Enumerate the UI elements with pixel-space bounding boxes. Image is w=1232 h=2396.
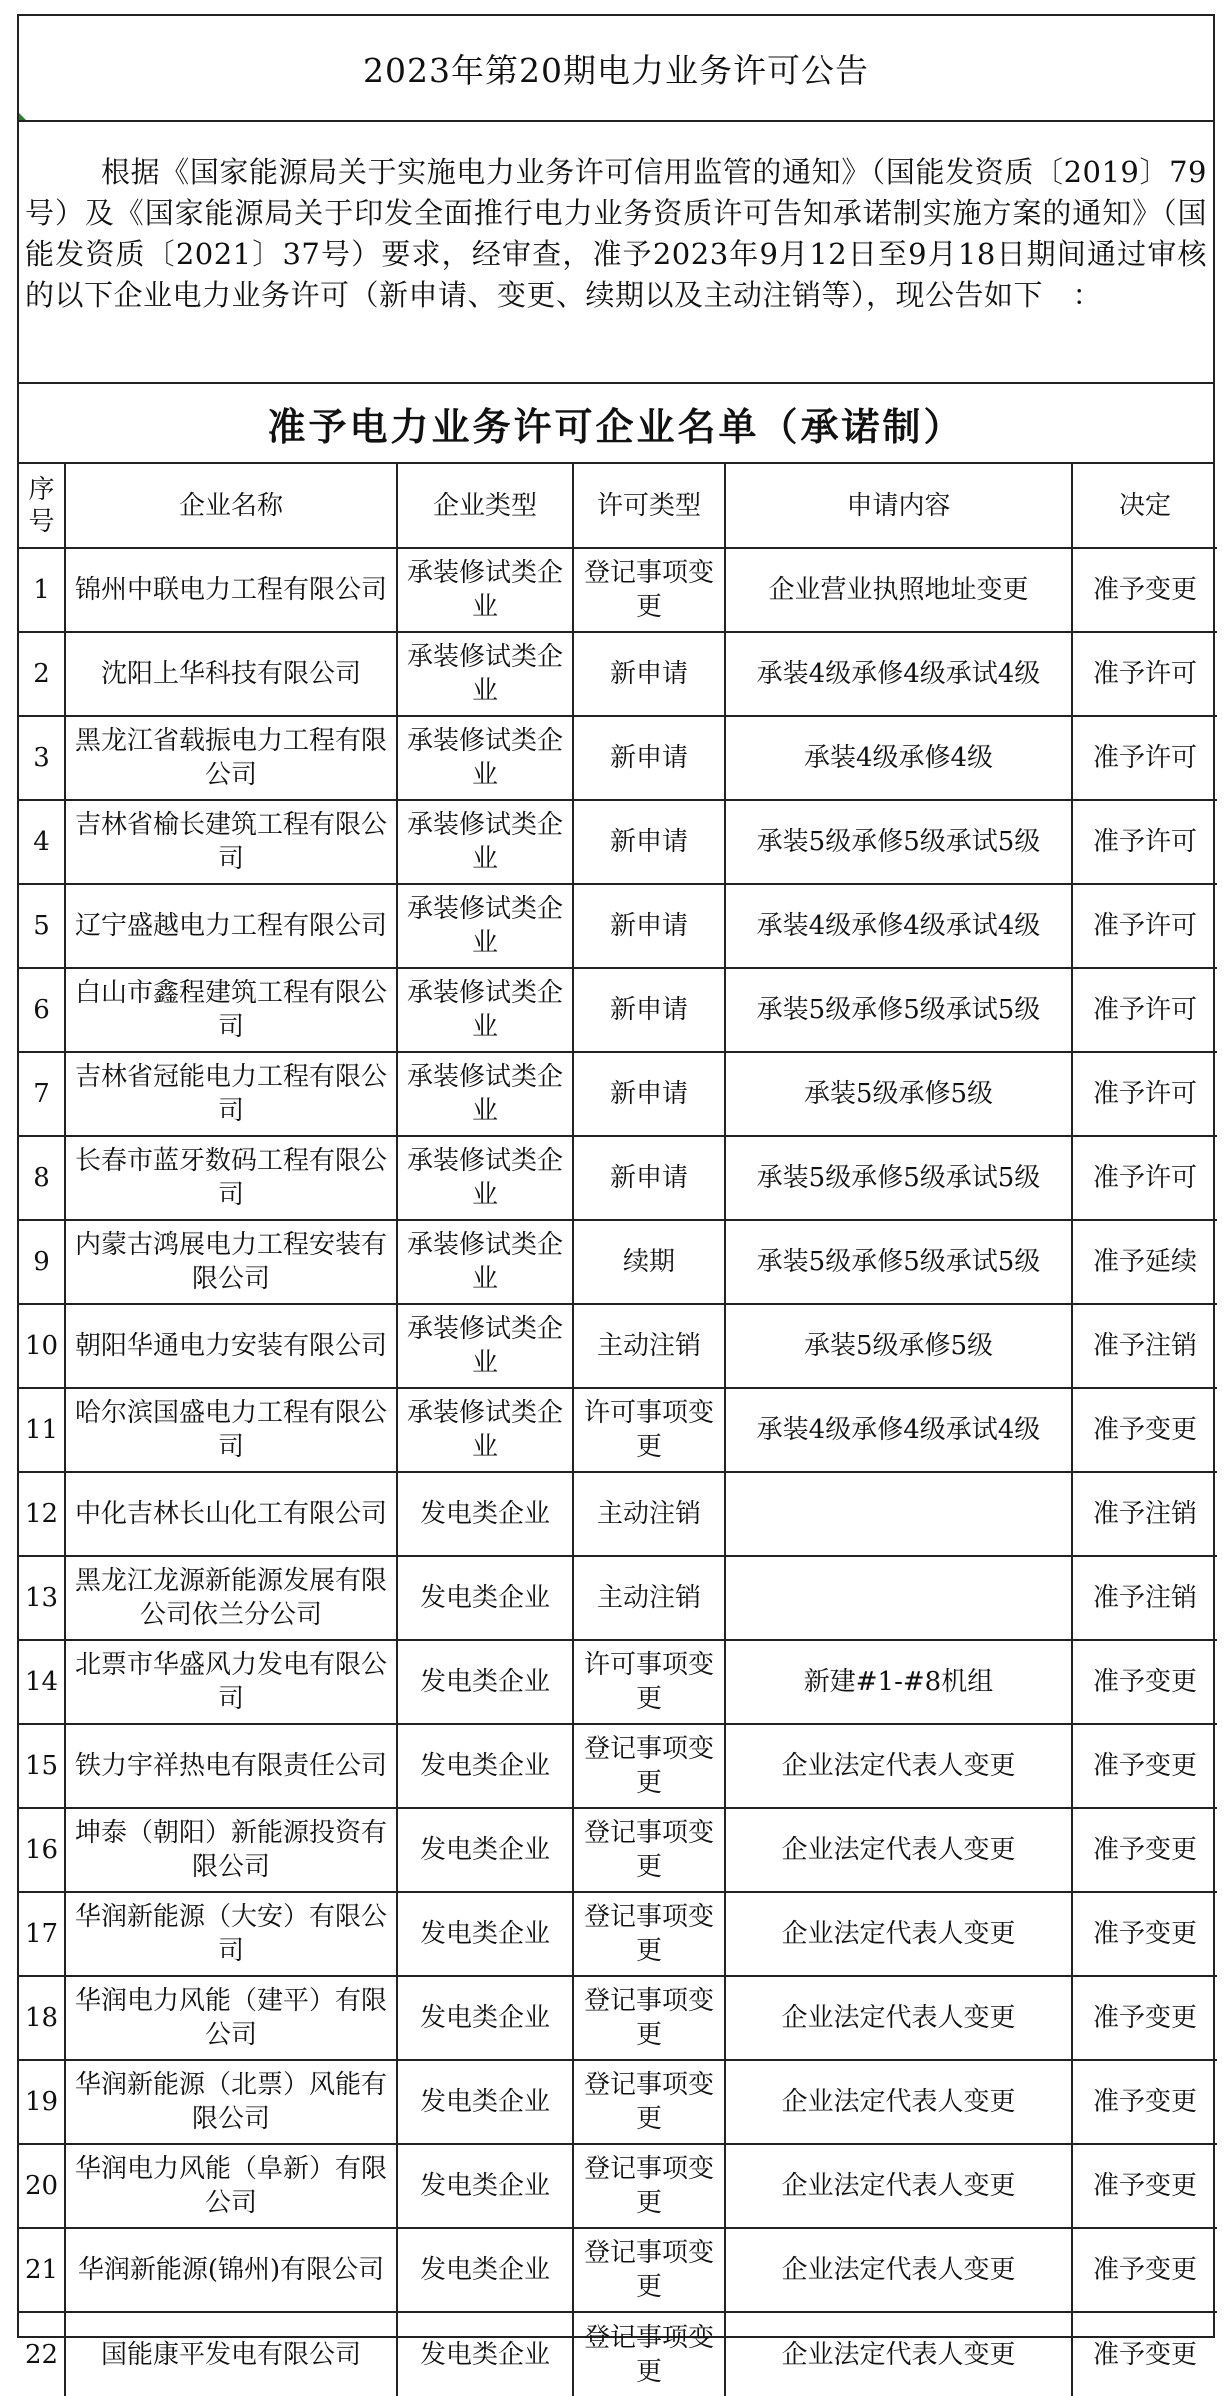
- cell-application-content: 承装5级承修5级承试5级: [725, 800, 1072, 884]
- cell-license-type: 许可事项变更: [573, 1640, 725, 1724]
- cell-corner-marker: [19, 113, 26, 120]
- cell-decision: 准予延续: [1072, 1220, 1217, 1304]
- cell-seq: 19: [19, 2060, 65, 2144]
- cell-application-content: [725, 1556, 1072, 1640]
- cell-license-type: 登记事项变更: [573, 1808, 725, 1892]
- cell-company-name: 哈尔滨国盛电力工程有限公司: [65, 1388, 397, 1472]
- cell-company-type: 发电类企业: [397, 1892, 573, 1976]
- cell-seq: 7: [19, 1052, 65, 1136]
- cell-decision: 准予注销: [1072, 1472, 1217, 1556]
- cell-license-type: 主动注销: [573, 1472, 725, 1556]
- header-name: 企业名称: [65, 464, 397, 548]
- cell-license-type: 许可事项变更: [573, 1388, 725, 1472]
- table-row: [19, 1052, 1217, 1136]
- table-row: [19, 2144, 1217, 2228]
- header-seq: 序号: [19, 464, 65, 548]
- cell-license-type: 登记事项变更: [573, 1892, 725, 1976]
- cell-decision: 准予变更: [1072, 1808, 1217, 1892]
- cell-company-name: 朝阳华通电力安装有限公司: [65, 1304, 397, 1388]
- cell-company-type: 发电类企业: [397, 1472, 573, 1556]
- cell-company-name: 沈阳上华科技有限公司: [65, 632, 397, 716]
- table-row: [19, 800, 1217, 884]
- table-row: [19, 2228, 1217, 2312]
- cell-seq: 10: [19, 1304, 65, 1388]
- cell-application-content: 承装5级承修5级承试5级: [725, 968, 1072, 1052]
- notice-section: [19, 122, 1213, 384]
- table-header-row: [19, 464, 1217, 548]
- cell-company-type: 发电类企业: [397, 1976, 573, 2060]
- cell-seq: 5: [19, 884, 65, 968]
- license-table: [19, 464, 1217, 2396]
- cell-application-content: 企业法定代表人变更: [725, 1892, 1072, 1976]
- cell-application-content: [725, 1472, 1072, 1556]
- table-body: [19, 548, 1217, 2396]
- cell-company-name: 辽宁盛越电力工程有限公司: [65, 884, 397, 968]
- table-row: [19, 1808, 1217, 1892]
- cell-decision: 准予许可: [1072, 1052, 1217, 1136]
- cell-company-name: 铁力宇祥热电有限责任公司: [65, 1724, 397, 1808]
- cell-decision: 准予变更: [1072, 2228, 1217, 2312]
- license-table-wrapper: [19, 464, 1213, 2396]
- cell-company-name: 吉林省榆长建筑工程有限公司: [65, 800, 397, 884]
- table-row: [19, 2060, 1217, 2144]
- cell-application-content: 企业法定代表人变更: [725, 2144, 1072, 2228]
- cell-company-type: 承装修试类企业: [397, 1136, 573, 1220]
- document-title: 2023年第20期电力业务许可公告: [363, 50, 869, 90]
- cell-application-content: 承装5级承修5级: [725, 1304, 1072, 1388]
- cell-application-content: 新建#1-#8机组: [725, 1640, 1072, 1724]
- cell-seq: 3: [19, 716, 65, 800]
- cell-company-name: 中化吉林长山化工有限公司: [65, 1472, 397, 1556]
- cell-decision: 准予变更: [1072, 2312, 1217, 2396]
- cell-company-type: 发电类企业: [397, 2144, 573, 2228]
- cell-application-content: 承装4级承修4级: [725, 716, 1072, 800]
- header-company-type: 企业类型: [397, 464, 573, 548]
- cell-decision: 准予注销: [1072, 1556, 1217, 1640]
- table-row: [19, 1640, 1217, 1724]
- cell-company-type: 发电类企业: [397, 1556, 573, 1640]
- cell-seq: 14: [19, 1640, 65, 1724]
- table-row: [19, 1388, 1217, 1472]
- cell-seq: 1: [19, 548, 65, 632]
- cell-company-type: 发电类企业: [397, 2228, 573, 2312]
- cell-company-type: 发电类企业: [397, 2312, 573, 2396]
- notice-paragraph: 根据《国家能源局关于实施电力业务许可信用监管的通知》（国能发资质〔2019〕79号）及《国家能源局关于印发全面推行电力业务资质许可告知承诺制实施方案的通知》（国能发资质〔2021〕37号）要求，经审查，准予2023年9月12日至9月18日期间通过审核的以下企业电力业务许可（新申请、变更、续期以及主动注销等），现公告如下 ：: [25, 155, 1207, 312]
- cell-license-type: 登记事项变更: [573, 2060, 725, 2144]
- cell-company-type: 承装修试类企业: [397, 632, 573, 716]
- cell-seq: 12: [19, 1472, 65, 1556]
- cell-application-content: 承装4级承修4级承试4级: [725, 1388, 1072, 1472]
- table-row: [19, 1724, 1217, 1808]
- cell-application-content: 承装4级承修4级承试4级: [725, 884, 1072, 968]
- cell-license-type: 新申请: [573, 884, 725, 968]
- table-row: [19, 2312, 1217, 2396]
- cell-company-type: 发电类企业: [397, 1808, 573, 1892]
- cell-license-type: 新申请: [573, 800, 725, 884]
- cell-license-type: 登记事项变更: [573, 1724, 725, 1808]
- cell-decision: 准予变更: [1072, 1976, 1217, 2060]
- cell-seq: 22: [19, 2312, 65, 2396]
- cell-company-name: 吉林省冠能电力工程有限公司: [65, 1052, 397, 1136]
- cell-company-type: 承装修试类企业: [397, 1052, 573, 1136]
- cell-company-type: 承装修试类企业: [397, 884, 573, 968]
- cell-company-type: 承装修试类企业: [397, 716, 573, 800]
- cell-application-content: 承装5级承修5级承试5级: [725, 1220, 1072, 1304]
- cell-decision: 准予变更: [1072, 1640, 1217, 1724]
- cell-application-content: 企业法定代表人变更: [725, 2228, 1072, 2312]
- cell-company-name: 坤泰（朝阳）新能源投资有限公司: [65, 1808, 397, 1892]
- cell-application-content: 承装5级承修5级承试5级: [725, 1136, 1072, 1220]
- cell-seq: 2: [19, 632, 65, 716]
- cell-company-type: 承装修试类企业: [397, 1220, 573, 1304]
- cell-decision: 准予注销: [1072, 1304, 1217, 1388]
- table-row: [19, 1136, 1217, 1220]
- cell-license-type: 登记事项变更: [573, 2144, 725, 2228]
- cell-application-content: 承装5级承修5级: [725, 1052, 1072, 1136]
- cell-company-type: 承装修试类企业: [397, 1388, 573, 1472]
- cell-application-content: 企业法定代表人变更: [725, 2060, 1072, 2144]
- cell-decision: 准予变更: [1072, 2060, 1217, 2144]
- cell-license-type: 新申请: [573, 716, 725, 800]
- cell-decision: 准予许可: [1072, 632, 1217, 716]
- cell-decision: 准予许可: [1072, 800, 1217, 884]
- cell-license-type: 新申请: [573, 1136, 725, 1220]
- cell-decision: 准予变更: [1072, 1892, 1217, 1976]
- cell-license-type: 新申请: [573, 632, 725, 716]
- cell-company-type: 承装修试类企业: [397, 1304, 573, 1388]
- cell-license-type: 主动注销: [573, 1304, 725, 1388]
- cell-license-type: 新申请: [573, 1052, 725, 1136]
- cell-seq: 6: [19, 968, 65, 1052]
- cell-license-type: 主动注销: [573, 1556, 725, 1640]
- cell-company-name: 华润电力风能（建平）有限公司: [65, 1976, 397, 2060]
- table-row: [19, 1892, 1217, 1976]
- cell-company-name: 内蒙古鸿展电力工程安装有限公司: [65, 1220, 397, 1304]
- cell-decision: 准予许可: [1072, 716, 1217, 800]
- cell-seq: 11: [19, 1388, 65, 1472]
- table-row: [19, 632, 1217, 716]
- cell-company-name: 华润新能源（北票）风能有限公司: [65, 2060, 397, 2144]
- cell-company-type: 发电类企业: [397, 1640, 573, 1724]
- header-license-type: 许可类型: [573, 464, 725, 548]
- cell-application-content: 企业法定代表人变更: [725, 1808, 1072, 1892]
- cell-application-content: 企业法定代表人变更: [725, 1724, 1072, 1808]
- cell-company-type: 发电类企业: [397, 2060, 573, 2144]
- table-row: [19, 1220, 1217, 1304]
- cell-company-name: 华润新能源(锦州)有限公司: [65, 2228, 397, 2312]
- table-row: [19, 548, 1217, 632]
- cell-license-type: 新申请: [573, 968, 725, 1052]
- title-section: [19, 16, 1213, 122]
- cell-license-type: 登记事项变更: [573, 1976, 725, 2060]
- cell-application-content: 承装4级承修4级承试4级: [725, 632, 1072, 716]
- cell-decision: 准予变更: [1072, 2144, 1217, 2228]
- header-content: 申请内容: [725, 464, 1072, 548]
- table-row: [19, 1304, 1217, 1388]
- table-row: [19, 716, 1217, 800]
- cell-seq: 13: [19, 1556, 65, 1640]
- cell-decision: 准予许可: [1072, 968, 1217, 1052]
- list-title-section: [19, 384, 1213, 464]
- cell-decision: 准予变更: [1072, 1724, 1217, 1808]
- cell-decision: 准予许可: [1072, 884, 1217, 968]
- cell-company-name: 锦州中联电力工程有限公司: [65, 548, 397, 632]
- cell-seq: 20: [19, 2144, 65, 2228]
- cell-decision: 准予变更: [1072, 1388, 1217, 1472]
- cell-company-name: 黑龙江龙源新能源发展有限公司依兰分公司: [65, 1556, 397, 1640]
- list-title: 准予电力业务许可企业名单（承诺制）: [267, 403, 965, 449]
- cell-company-type: 承装修试类企业: [397, 968, 573, 1052]
- cell-company-name: 北票市华盛风力发电有限公司: [65, 1640, 397, 1724]
- cell-license-type: 续期: [573, 1220, 725, 1304]
- cell-application-content: 企业营业执照地址变更: [725, 548, 1072, 632]
- cell-seq: 16: [19, 1808, 65, 1892]
- cell-company-name: 华润电力风能（阜新）有限公司: [65, 2144, 397, 2228]
- cell-application-content: 企业法定代表人变更: [725, 1976, 1072, 2060]
- announcement-document: [17, 14, 1215, 2387]
- cell-application-content: 企业法定代表人变更: [725, 2312, 1072, 2396]
- cell-license-type: 登记事项变更: [573, 2312, 725, 2396]
- cell-company-name: 长春市蓝牙数码工程有限公司: [65, 1136, 397, 1220]
- cell-license-type: 登记事项变更: [573, 2228, 725, 2312]
- cell-company-type: 承装修试类企业: [397, 800, 573, 884]
- cell-license-type: 登记事项变更: [573, 548, 725, 632]
- cell-seq: 15: [19, 1724, 65, 1808]
- cell-decision: 准予许可: [1072, 1136, 1217, 1220]
- cell-decision: 准予变更: [1072, 548, 1217, 632]
- cell-company-name: 国能康平发电有限公司: [65, 2312, 397, 2396]
- cell-seq: 4: [19, 800, 65, 884]
- header-decision: 决定: [1072, 464, 1217, 548]
- cell-company-name: 华润新能源（大安）有限公司: [65, 1892, 397, 1976]
- cell-company-type: 承装修试类企业: [397, 548, 573, 632]
- cell-company-name: 黑龙江省载振电力工程有限公司: [65, 716, 397, 800]
- cell-seq: 21: [19, 2228, 65, 2312]
- cell-seq: 17: [19, 1892, 65, 1976]
- cell-company-type: 发电类企业: [397, 1724, 573, 1808]
- table-row: [19, 1976, 1217, 2060]
- cell-company-name: 白山市鑫程建筑工程有限公司: [65, 968, 397, 1052]
- cell-seq: 8: [19, 1136, 65, 1220]
- table-row: [19, 1472, 1217, 1556]
- cell-seq: 18: [19, 1976, 65, 2060]
- table-row: [19, 1556, 1217, 1640]
- table-row: [19, 884, 1217, 968]
- table-row: [19, 968, 1217, 1052]
- cell-seq: 9: [19, 1220, 65, 1304]
